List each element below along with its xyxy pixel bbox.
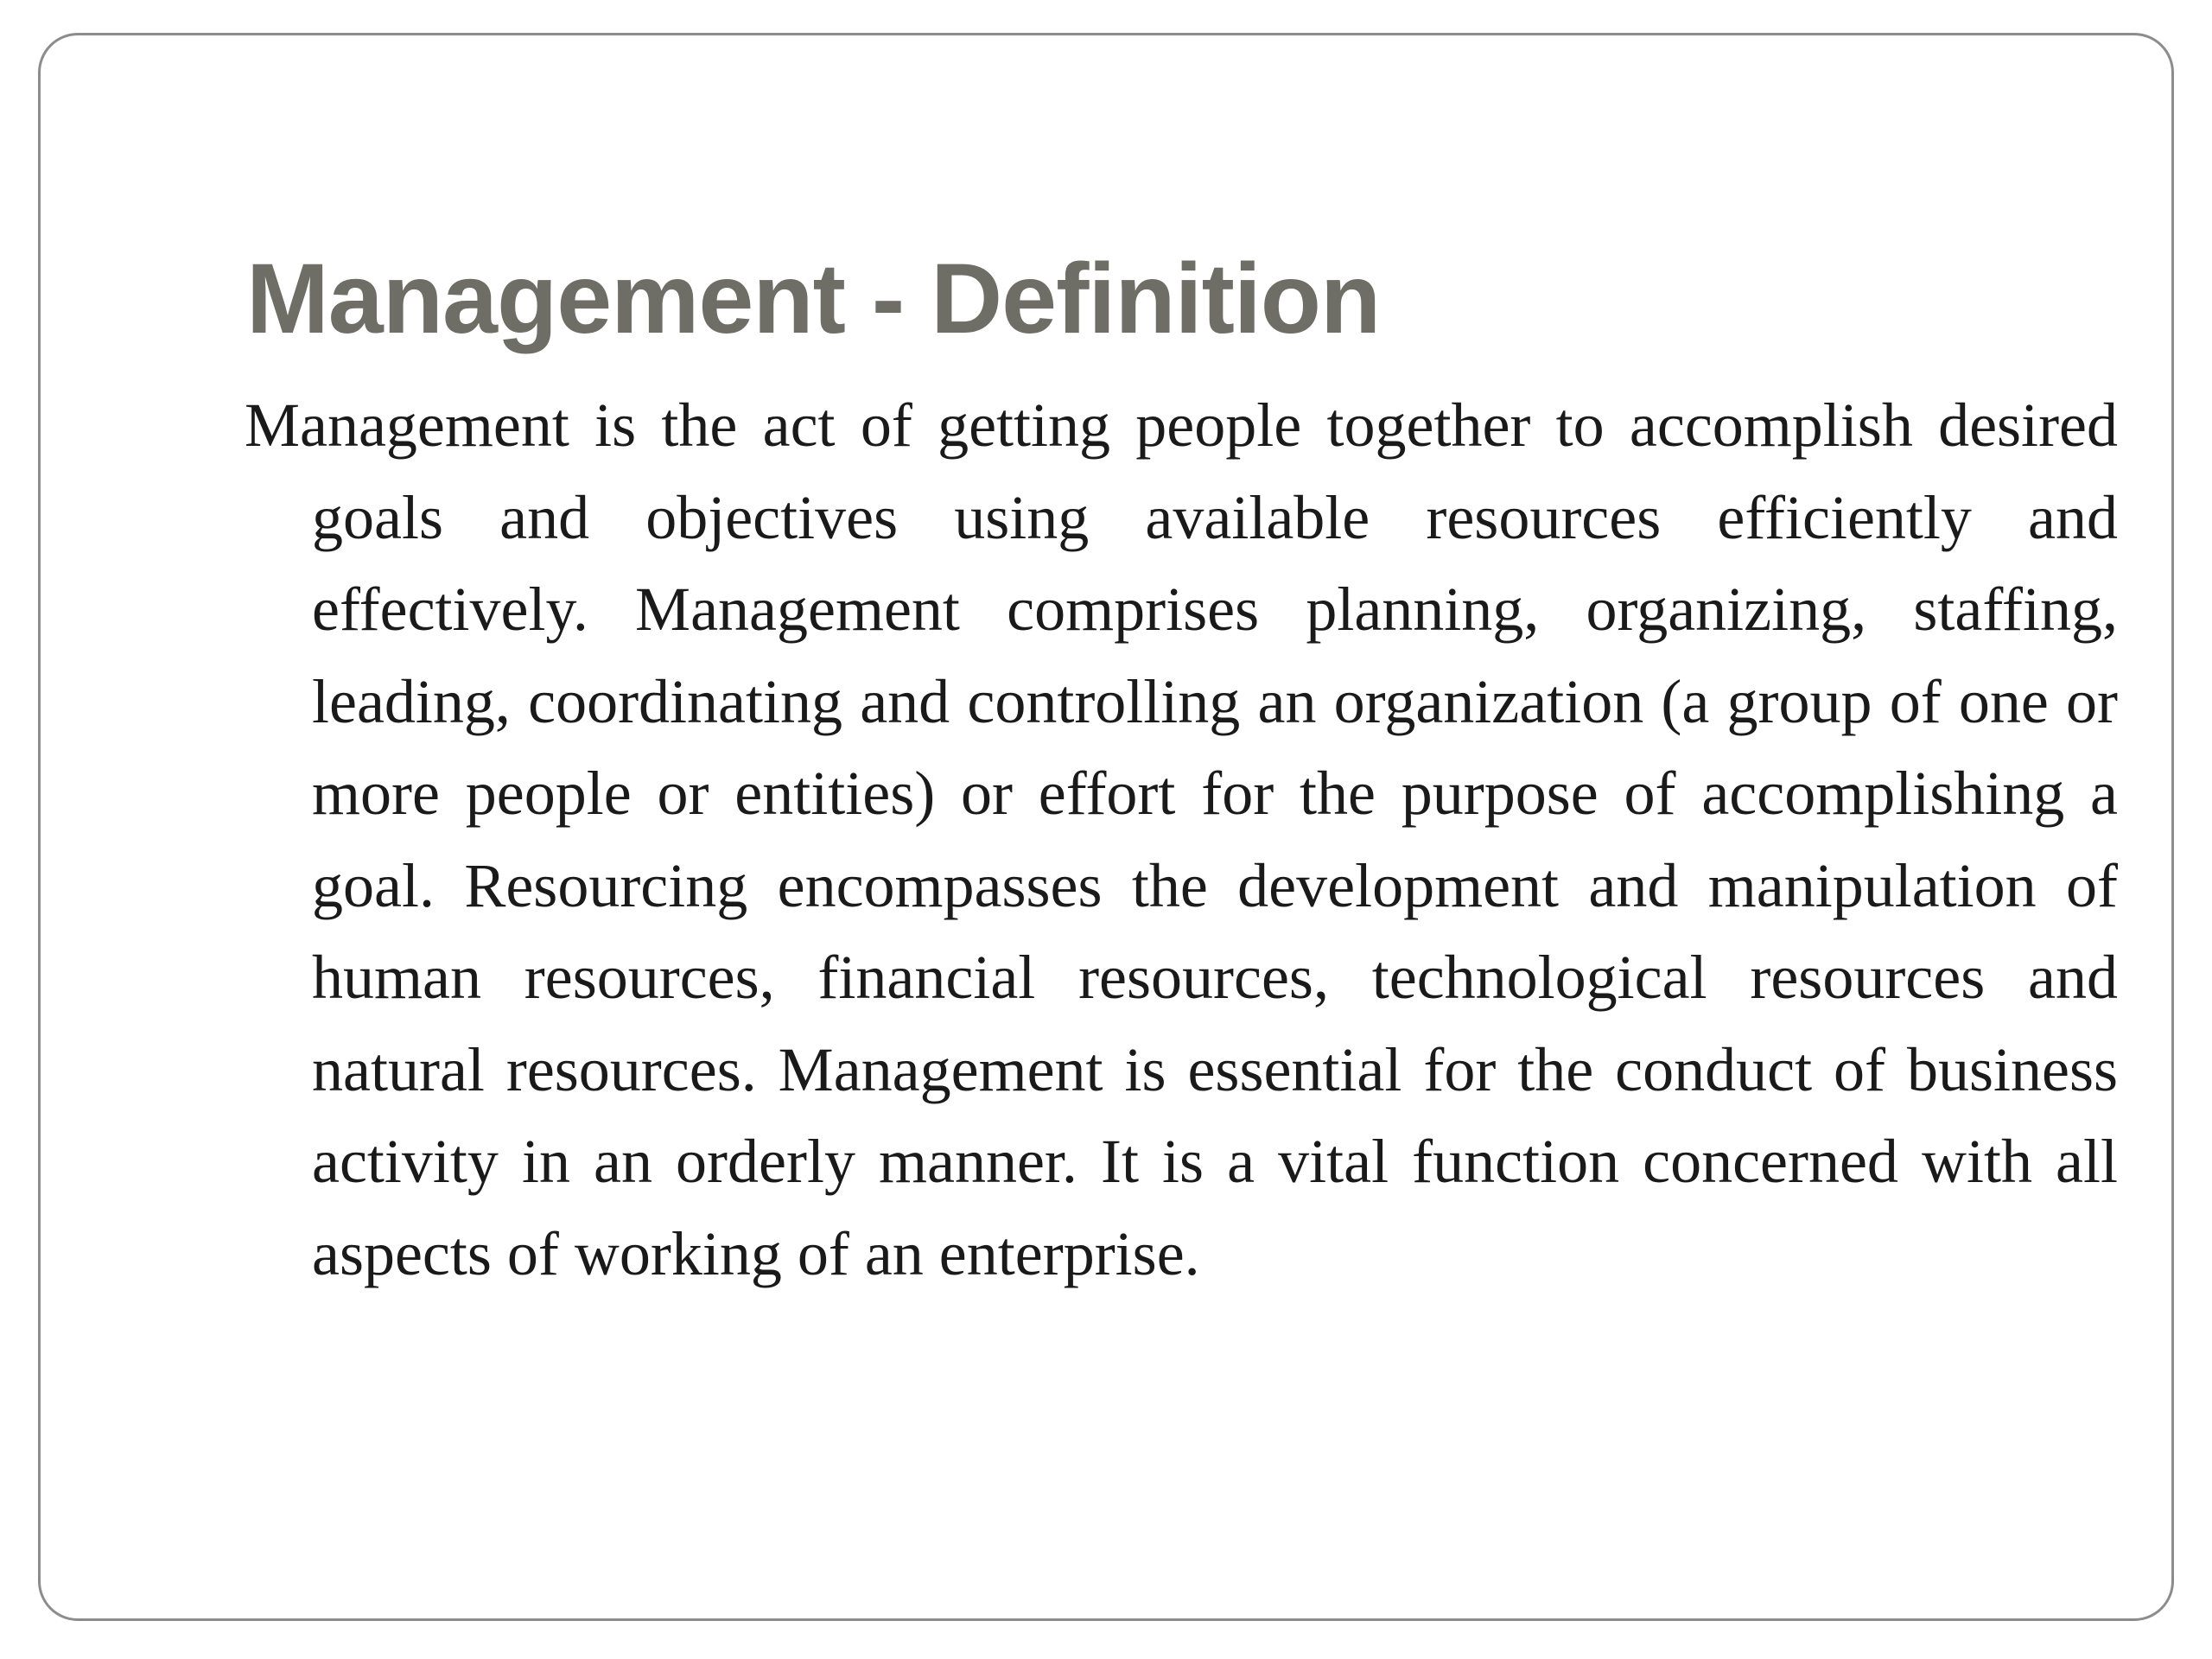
slide-body-text [245, 379, 2118, 1300]
page-title: Management - Definition [246, 244, 1381, 355]
slide-frame [38, 33, 2174, 1621]
body-paragraph: Management is the act of getting people together to accomplish desired goals and objectives using available resources efficiently and effectively. Management comprises planning, organizing, staffing, leading, coordinating and controlling an organization (a group of one or more people or entities) or effort for the purpose of accomplishing a goal. Resourcing encompasses the development and manipulation of human resources, financial resources, technological resources and natural resources. Management is essential for the conduct of business activity in an orderly manner. It is a vital function concerned with all aspects of working of an enterprise. [245, 391, 2118, 1288]
